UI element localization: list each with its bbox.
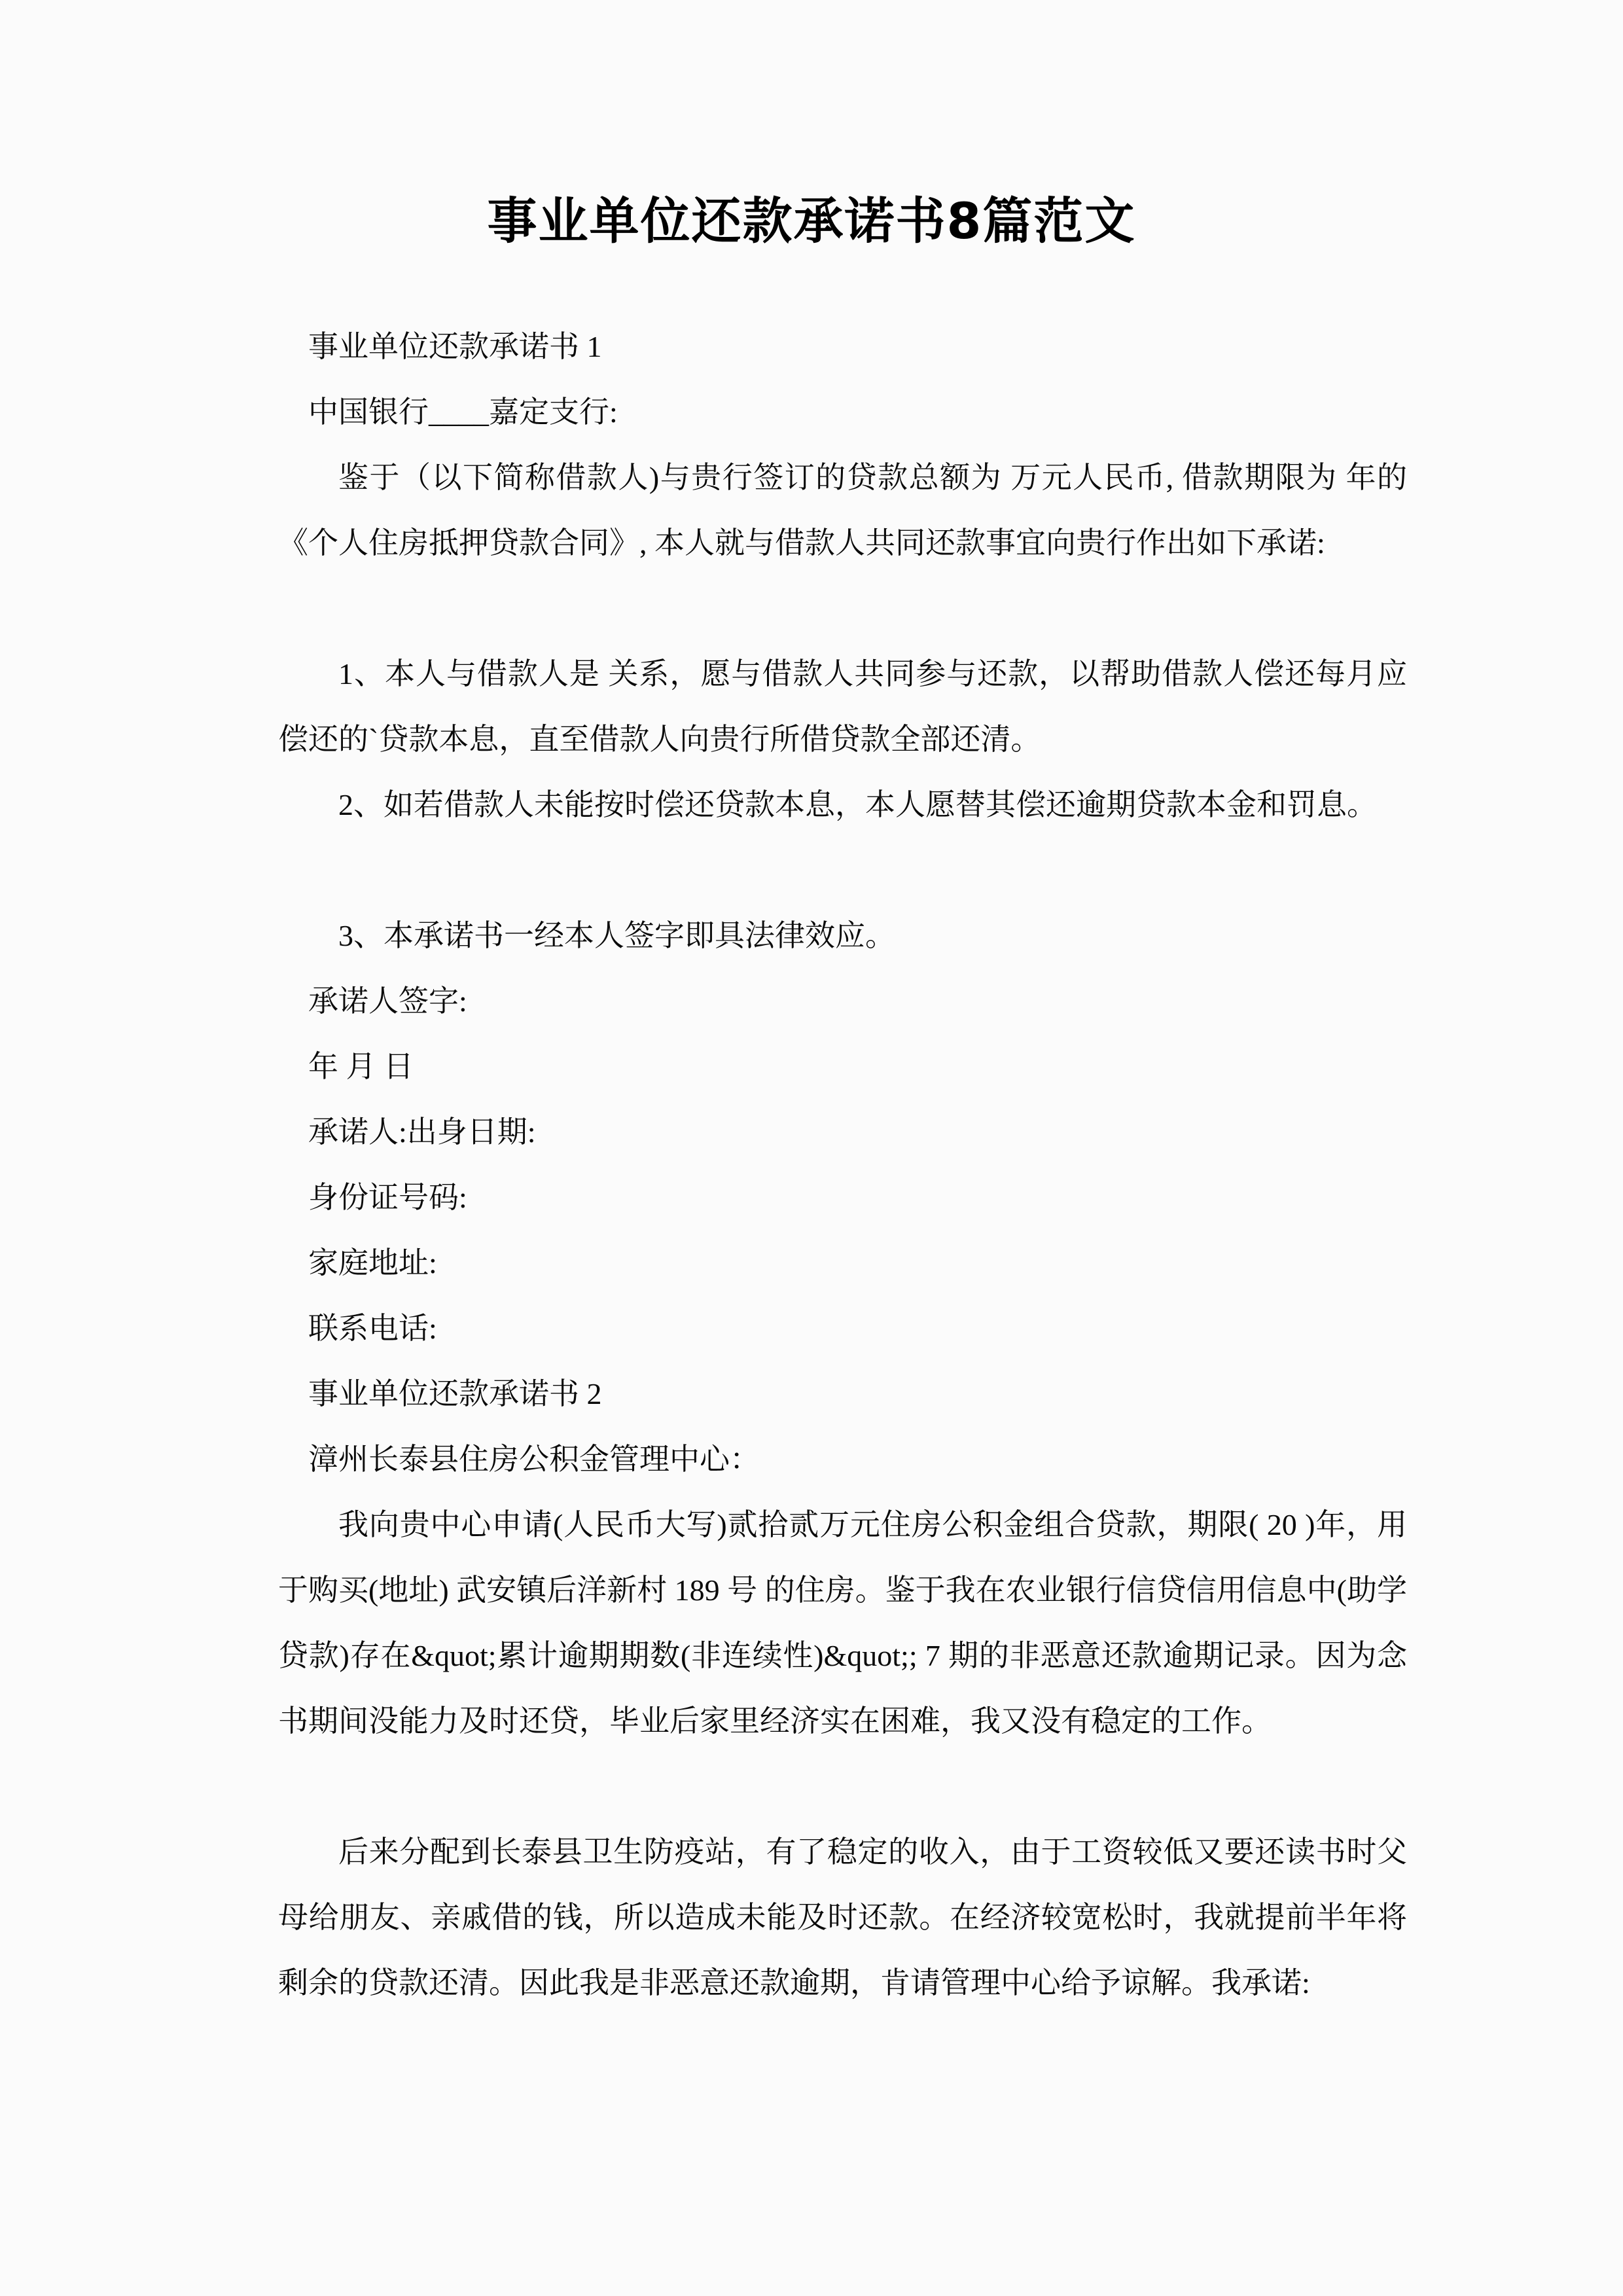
section-1-addressee-block <box>278 380 1407 445</box>
section-1-item-1-block <box>278 641 1407 772</box>
section-2-heading-block <box>278 1361 1407 1427</box>
section-1-signature-block <box>278 969 1407 1361</box>
page-title: 事业单位还款承诺书8篇范文 <box>487 192 1136 250</box>
section-1-addressee: 中国银行____嘉定支行: <box>308 395 618 429</box>
signature-field-name: 承诺人签字: <box>308 984 467 1018</box>
signature-field-birthdate: 承诺人:出身日期: <box>308 1115 536 1149</box>
section-1-heading: 事业单位还款承诺书 1 <box>308 330 602 363</box>
section-1-item-1: 1、本人与借款人是 关系，愿与借款人共同参与还款，以帮助借款人偿还每月应偿还的`贷款本息，直至借款人向贵行所借贷款全部还清。 <box>278 657 1407 756</box>
signature-field-home-address: 家庭地址: <box>308 1246 437 1280</box>
section-2-addressee: 漳州长泰县住房公积金管理中心： <box>308 1443 760 1476</box>
page-title-wrapper <box>0 192 1623 250</box>
section-2-paragraph-1-block <box>278 1492 1407 1754</box>
section-1-item-3-block <box>278 903 1407 969</box>
signature-field-id-number: 身份证号码: <box>308 1181 467 1214</box>
signature-field-phone: 联系电话: <box>308 1312 437 1345</box>
section-2-addressee-block <box>278 1427 1407 1492</box>
section-2-paragraph-1: 我向贵中心申请(人民币大写)贰拾贰万元住房公积金组合贷款，期限( 20 )年，用于购买(地址) 武安镇后洋新村 189 号 的住房。鉴于我在农业银行信贷信用信息中(助学贷款)存在&quot;累计逾期期数(非连续性)&quot;; 7 期的非恶意还款逾期记录。因为念书期间没能力及时还贷，毕业后家里经济实在困难，我又没有稳定的工作。 <box>278 1508 1407 1738</box>
section-1-item-2: 2、如若借款人未能按时偿还贷款本息，本人愿替其偿还逾期贷款本金和罚息。 <box>338 788 1377 821</box>
section-1-heading-block <box>278 314 1407 380</box>
section-1-item-2-block <box>278 772 1407 838</box>
section-1-preamble-block <box>278 445 1407 576</box>
section-2-paragraph-2-block <box>278 1820 1407 2016</box>
section-2-paragraph-2: 后来分配到长泰县卫生防疫站，有了稳定的收入，由于工资较低又要还读书时父母给朋友、亲戚借的钱，所以造成未能及时还款。在经济较宽松时，我就提前半年将剩余的贷款还清。因此我是非恶意还款逾期，肯请管理中心给予谅解。我承诺: <box>278 1835 1407 2000</box>
section-1-item-3: 3、本承诺书一经本人签字即具法律效应。 <box>338 919 895 952</box>
section-1-preamble: 鉴于（以下简称借款人)与贵行签订的贷款总额为 万元人民币, 借款期限为 年的《个人住房抵押贷款合同》, 本人就与借款人共同还款事宜向贵行作出如下承诺: <box>278 461 1407 560</box>
section-2-heading: 事业单位还款承诺书 2 <box>308 1377 602 1410</box>
signature-field-date: 年 月 日 <box>308 1050 414 1083</box>
